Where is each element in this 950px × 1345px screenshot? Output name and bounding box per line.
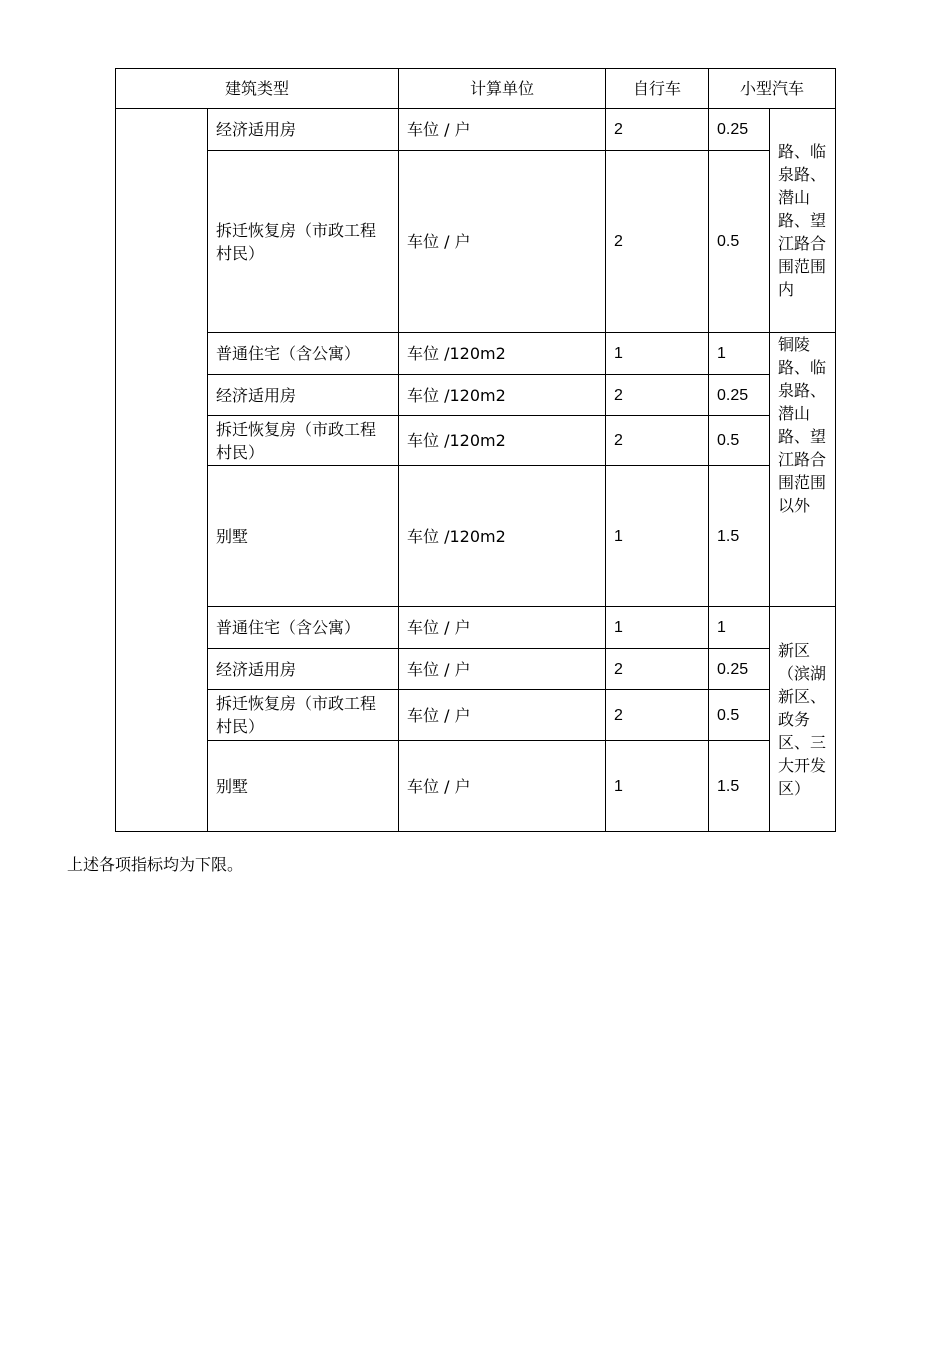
zone-cell-inside: 路、临泉路、潜山路、望江路合围范围内 [770, 109, 836, 333]
building-type-cell: 经济适用房 [208, 109, 399, 151]
car-cell: 0.5 [709, 151, 770, 333]
bicycle-cell: 2 [606, 151, 709, 333]
calc-unit-cell: 车位 / 户 [399, 109, 606, 151]
table-row [116, 151, 836, 333]
car-cell: 0.25 [709, 109, 770, 151]
header-bicycle: 自行车 [606, 69, 709, 109]
building-type-cell: 经济适用房 [208, 375, 399, 416]
bicycle-cell: 1 [606, 741, 709, 832]
car-cell: 1 [709, 333, 770, 375]
bicycle-cell: 2 [606, 109, 709, 151]
building-type-cell: 拆迁恢复房（市政工程村民） [208, 690, 399, 741]
bicycle-cell: 2 [606, 416, 709, 466]
building-type-cell: 别墅 [208, 466, 399, 607]
calc-unit-cell: 车位 / 户 [399, 151, 606, 333]
header-small-car: 小型汽车 [709, 69, 836, 109]
building-type-cell: 普通住宅（含公寓） [208, 333, 399, 375]
bicycle-cell: 2 [606, 690, 709, 741]
car-cell: 0.5 [709, 690, 770, 741]
bicycle-cell: 1 [606, 466, 709, 607]
calc-unit-cell: 车位 /120m2 [399, 333, 606, 375]
car-cell: 0.25 [709, 649, 770, 690]
calc-unit-cell: 车位 /120m2 [399, 416, 606, 466]
table-row [116, 607, 836, 649]
bicycle-cell: 1 [606, 333, 709, 375]
building-type-cell: 别墅 [208, 741, 399, 832]
table-row [116, 375, 836, 416]
table-row [116, 466, 836, 607]
header-building-type: 建筑类型 [116, 69, 399, 109]
table-row [116, 109, 836, 151]
calc-unit-cell: 车位 /120m2 [399, 466, 606, 607]
table-row [116, 416, 836, 466]
table-row [116, 649, 836, 690]
bicycle-cell: 2 [606, 375, 709, 416]
table-row [116, 741, 836, 832]
calc-unit-cell: 车位 /120m2 [399, 375, 606, 416]
zone-cell-new-district: 新区（滨湖新区、政务区、三大开发区） [770, 607, 836, 832]
calc-unit-cell: 车位 / 户 [399, 690, 606, 741]
table-row [116, 333, 836, 375]
building-type-cell: 拆迁恢复房（市政工程村民） [208, 151, 399, 333]
footnote: 上述各项指标均为下限。 [67, 855, 244, 874]
car-cell: 1 [709, 607, 770, 649]
table-row [116, 690, 836, 741]
building-type-cell: 经济适用房 [208, 649, 399, 690]
car-cell: 0.5 [709, 416, 770, 466]
header-calc-unit: 计算单位 [399, 69, 606, 109]
car-cell: 1.5 [709, 741, 770, 832]
building-type-cell: 普通住宅（含公寓） [208, 607, 399, 649]
bicycle-cell: 2 [606, 649, 709, 690]
table-header-row [116, 69, 836, 109]
parking-standard-table [115, 68, 836, 832]
building-type-cell: 拆迁恢复房（市政工程村民） [208, 416, 399, 466]
blank-category-cell [116, 109, 208, 832]
car-cell: 1.5 [709, 466, 770, 607]
car-cell: 0.25 [709, 375, 770, 416]
calc-unit-cell: 车位 / 户 [399, 649, 606, 690]
calc-unit-cell: 车位 / 户 [399, 607, 606, 649]
bicycle-cell: 1 [606, 607, 709, 649]
zone-cell-outside: 铜陵路、临泉路、潜山路、望江路合围范围以外 [770, 333, 836, 607]
calc-unit-cell: 车位 / 户 [399, 741, 606, 832]
